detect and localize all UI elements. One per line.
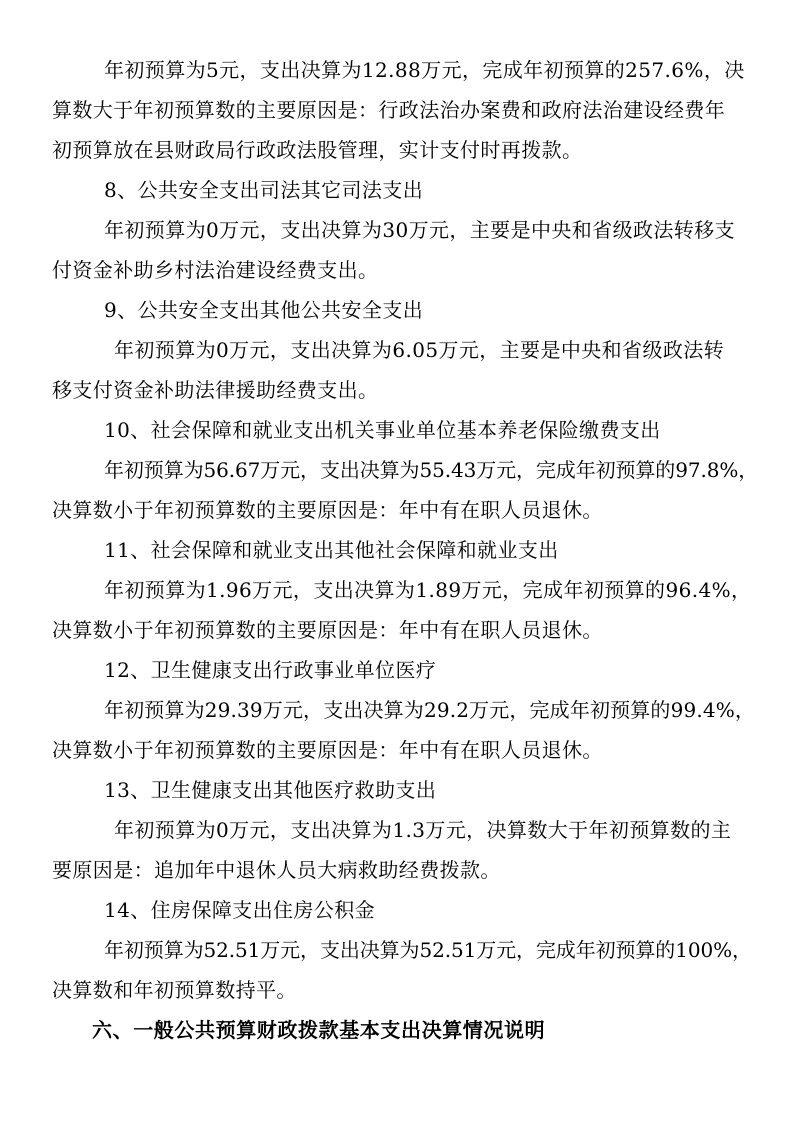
paragraph-line: 年初预算为5元，支出决算为12.88万元，完成年初预算的257.6%，决	[104, 58, 745, 82]
paragraph-line: 付资金补助乡村法治建设经费支出。	[52, 258, 379, 282]
paragraph-line: 要原因是：追加年中退休人员大病救助经费拨款。	[52, 858, 501, 882]
paragraph-line: 初预算放在县财政局行政政法股管理，实计支付时再拨款。	[52, 138, 583, 162]
paragraph-line: 年初预算为0万元，支出决算为6.05万元，主要是中央和省级政法转	[114, 338, 725, 362]
item-heading: 14、住房保障支出住房公积金	[104, 898, 376, 922]
paragraph-line: 决算数小于年初预算数的主要原因是：年中有在职人员退休。	[52, 618, 603, 642]
paragraph-line: 年初预算为56.67万元，支出决算为55.43万元，完成年初预算的97.8%，	[104, 458, 759, 482]
item-heading: 12、卫生健康支出行政事业单位医疗	[104, 658, 437, 682]
item-heading: 11、社会保障和就业支出其他社会保障和就业支出	[104, 538, 559, 562]
paragraph-line: 年初预算为52.51万元，支出决算为52.51万元，完成年初预算的100%，	[104, 938, 752, 962]
paragraph-line: 年初预算为29.39万元，支出决算为29.2万元，完成年初预算的99.4%，	[104, 698, 756, 722]
paragraph-line: 决算数小于年初预算数的主要原因是：年中有在职人员退休。	[52, 498, 603, 522]
paragraph-line: 年初预算为1.96万元，支出决算为1.89万元，完成年初预算的96.4%，	[104, 578, 752, 602]
paragraph-line: 决算数小于年初预算数的主要原因是：年中有在职人员退休。	[52, 738, 603, 762]
item-heading: 9、公共安全支出其他公共安全支出	[104, 298, 424, 322]
section-heading: 六、一般公共预算财政拨款基本支出决算情况说明	[92, 1018, 546, 1042]
paragraph-line: 年初预算为0万元，支出决算为1.3万元，决算数大于年初预算数的主	[114, 818, 732, 842]
item-heading: 10、社会保障和就业支出机关事业单位基本养老保险缴费支出	[104, 418, 661, 442]
paragraph-line: 移支付资金补助法律援助经费支出。	[52, 378, 379, 402]
item-heading: 8、公共安全支出司法其它司法支出	[104, 178, 424, 202]
paragraph-line: 算数大于年初预算数的主要原因是：行政法治办案费和政府法治建设经费年	[52, 98, 726, 122]
paragraph-line: 年初预算为0万元，支出决算为30万元，主要是中央和省级政法转移支	[104, 218, 735, 242]
paragraph-line: 决算数和年初预算数持平。	[52, 978, 297, 1002]
item-heading: 13、卫生健康支出其他医疗救助支出	[104, 778, 437, 802]
